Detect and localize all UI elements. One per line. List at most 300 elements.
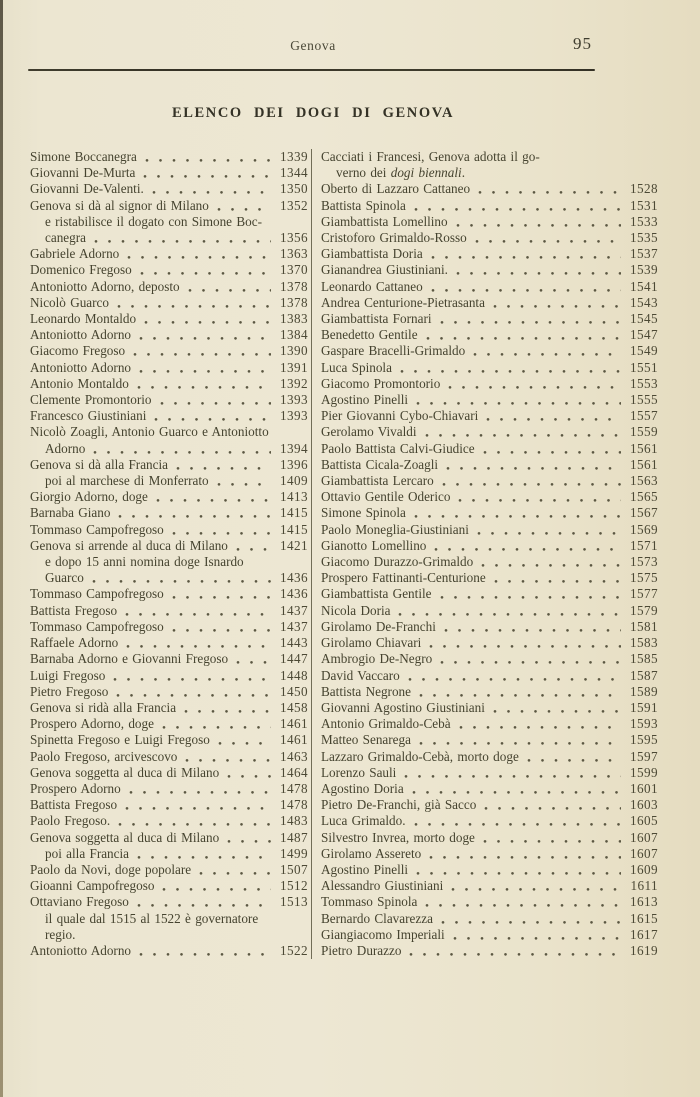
doge-entry [30,813,308,829]
dot-leader [136,846,271,862]
doge-entry [30,554,308,570]
dot-leader [93,230,271,246]
doge-entry [30,327,308,343]
doge-entry [321,214,658,230]
doge-entry [30,376,308,392]
dot-leader [430,246,621,262]
entry-year: 1597 [630,748,658,764]
entry-year: 1531 [630,197,658,213]
doge-entry [30,878,308,894]
entry-text: Antoniotto Adorno [30,942,132,958]
entry-year: 1595 [630,732,658,748]
entry-year: 1478 [280,797,308,813]
entry-text: Genova soggetta al duca di Milano [30,764,220,780]
entry-year: 1583 [630,635,658,651]
entry-year: 1378 [280,294,308,310]
entry-year: 1561 [630,456,658,472]
entry-year: 1512 [280,878,308,894]
doge-entry [30,214,308,230]
dot-leader [472,343,621,359]
entry-year: 1567 [630,505,658,521]
entry-year: 1339 [280,149,308,164]
entry-year: 1443 [280,635,308,651]
doge-entry [30,635,308,651]
doge-entry [321,408,658,424]
entry-year: 1356 [280,230,308,246]
entry-year: 1569 [630,521,658,537]
dot-leader [126,246,271,262]
doge-entry [30,457,308,473]
entry-text: Antonio Grimaldo-Cebà [321,716,451,732]
dot-leader [171,619,271,635]
dot-leader [143,311,271,327]
entry-text: Agostino Doria [321,780,404,796]
entry-text: Giambattista Fornari [321,311,432,327]
doge-list [30,149,658,959]
doge-entry [321,343,658,359]
entry-year: 1587 [630,667,658,683]
entry-year: 1601 [630,780,658,796]
entry-year: 1539 [630,262,658,278]
entry-year: 1547 [630,327,658,343]
doge-entry [321,846,658,862]
entry-text: Gianotto Lomellino [321,537,427,553]
doge-entry [30,522,308,538]
entry-text: Pietro De-Franchi, già Sacco [321,797,477,813]
doge-entry [30,198,308,214]
entry-text: Pietro Durazzo [321,942,402,958]
entry-year: 1350 [280,181,308,197]
entry-year: 1559 [630,424,658,440]
right-column [311,149,658,959]
entry-year: 1390 [280,343,308,359]
entry-year: 1541 [630,278,658,294]
entry-text: Tommaso Campofregoso [30,586,164,602]
doge-entry [321,424,658,440]
entry-text: Pier Giovanni Cybo-Chiavari [321,408,479,424]
dot-leader [418,684,621,700]
doge-entry [321,943,658,959]
entry-year: 1396 [280,456,308,472]
entry-year: 1613 [630,894,658,910]
dot-leader [142,165,271,181]
doge-entry [321,295,658,311]
entry-year: 1461 [280,716,308,732]
entry-year: 1415 [280,521,308,537]
entry-text: regio. [45,926,76,942]
page-title: ELENCO DEI DOGI DI GENOVA [171,105,455,121]
entry-text: Domenico Fregoso [30,262,132,278]
doge-entry [321,651,658,667]
dot-leader [458,716,621,732]
entry-year: 1599 [630,764,658,780]
dot-leader [455,214,621,230]
entry-year: 1617 [630,926,658,942]
entry-text: Ottaviano Fregoso [30,894,129,910]
doge-entry [321,927,658,943]
doge-entry [30,797,308,813]
dot-leader [493,570,621,586]
doge-entry [321,830,658,846]
dot-leader [439,311,621,327]
dot-leader [455,262,621,278]
dot-leader [128,781,271,797]
doge-entry [30,732,308,748]
dot-leader [116,295,271,311]
entry-year: 1507 [280,861,308,877]
entry-text: Benedetto Gentile [321,327,418,343]
dot-leader [187,279,271,295]
doge-entry [321,489,658,505]
entry-year: 1579 [630,602,658,618]
entry-text: Giambattista Lercaro [321,473,434,489]
doge-entry [30,894,308,910]
dot-leader [480,554,621,570]
entry-year: 1593 [630,716,658,732]
entry-year: 1563 [630,473,658,489]
entry-text: Paolo Battista Calvi-Giudice [321,440,475,456]
entry-text: Antoniotto Adorno [30,327,132,343]
dot-leader [161,878,271,894]
dot-leader [477,181,621,197]
entry-year: 1344 [280,165,308,181]
doge-entry [321,327,658,343]
entry-text: Genova si arrende al duca di Milano [30,537,228,553]
doge-entry [30,781,308,797]
entry-year: 1478 [280,780,308,796]
entry-year: 1611 [630,878,658,894]
entry-text: Spinetta Fregoso e Luigi Fregoso [30,732,210,748]
entry-text: Nicolò Zoagli, Antonio Guarco e Antoniotto [30,424,269,440]
dot-leader [217,732,271,748]
dot-leader [418,732,621,748]
entry-year: 1607 [630,845,658,861]
entry-text: Alessandro Giustiniani [321,878,444,894]
dot-leader [526,749,621,765]
dot-leader [439,651,621,667]
entry-text: Nicolò Guarco [30,294,109,310]
doge-entry [321,603,658,619]
doge-entry [321,619,658,635]
entry-year: 1415 [280,505,308,521]
entry-text: Battista Negrone [321,683,411,699]
entry-year: 1573 [630,554,658,570]
doge-entry [321,360,658,376]
entry-year: 1463 [280,748,308,764]
doge-entry [30,295,308,311]
dot-leader [125,635,271,651]
doge-entry [30,408,308,424]
entry-text: Giambattista Gentile [321,586,432,602]
doge-entry [30,716,308,732]
entry-year: 1545 [630,311,658,327]
dot-leader [138,943,271,959]
entry-text: Tommaso Campofregoso [30,618,164,634]
dot-leader [397,603,621,619]
entry-text: Francesco Giustiniani [30,408,147,424]
entry-text: Battista Cicala-Zoagli [321,456,439,472]
entry-year: 1585 [630,651,658,667]
entry-year: 1575 [630,570,658,586]
entry-text: Battista Fregoso [30,797,118,813]
dot-leader [407,668,621,684]
doge-entry [30,651,308,667]
dot-leader [413,505,621,521]
page-number: 95 [573,34,592,53]
doge-entry [321,392,658,408]
entry-year: 1413 [280,489,308,505]
left-column [30,149,311,959]
entry-year: 1450 [280,683,308,699]
dot-leader [184,749,271,765]
dot-leader [452,927,621,943]
doge-entry [321,862,658,878]
dot-leader [445,457,621,473]
entry-text: Genova soggetta al duca di Milano [30,829,220,845]
entry-text: Luca Spinola [321,359,392,375]
entry-text: Ambrogio De-Negro [321,651,433,667]
doge-entry [321,570,658,586]
entry-text: Cacciati i Francesi, Genova adotta il go- [321,149,540,164]
entry-text: Paolo Fregoso, arcivescovo [30,748,178,764]
entry-text: Raffaele Adorno [30,635,119,651]
entry-text: Antoniotto Adorno, deposto [30,278,180,294]
dot-leader [235,538,271,554]
entry-year: 1384 [280,327,308,343]
entry-year: 1528 [630,181,658,197]
dot-leader [447,376,621,392]
dot-leader [492,700,621,716]
dot-leader [92,441,271,457]
dot-leader [124,797,271,813]
doge-entry [30,570,308,586]
doge-entry [30,586,308,602]
entry-year: 1487 [280,829,308,845]
dot-leader [151,181,271,197]
entry-year: 1391 [280,359,308,375]
doge-entry [30,749,308,765]
entry-year: 1370 [280,262,308,278]
dot-leader [439,586,622,602]
doge-entry [321,635,658,651]
doge-entry [321,473,658,489]
doge-entry [30,700,308,716]
doge-entry [30,830,308,846]
entry-year: 1464 [280,764,308,780]
entry-text: Leonardo Montaldo [30,311,137,327]
entry-text: Antoniotto Adorno [30,359,132,375]
entry-year: 1543 [630,294,658,310]
doge-entry [321,198,658,214]
entry-text: Giambattista Doria [321,246,423,262]
doge-entry [30,862,308,878]
doge-entry [30,684,308,700]
doge-entry [30,943,308,959]
dot-leader [132,343,271,359]
entry-year: 1394 [280,440,308,456]
doge-entry [30,165,308,181]
entry-year: 1393 [280,408,308,424]
doge-entry [30,262,308,278]
entry-text: Pietro Fregoso [30,683,109,699]
doge-entry [321,716,658,732]
entry-year: 1603 [630,797,658,813]
entry-text: Giacomo Fregoso [30,343,126,359]
entry-year: 1458 [280,699,308,715]
doge-entry [321,457,658,473]
entry-text: Paolo da Novi, doge popolare [30,861,192,877]
dot-leader [226,830,271,846]
dot-leader [428,635,621,651]
entry-year: 1589 [630,683,658,699]
dot-leader [482,441,621,457]
entry-text: Prospero Adorno [30,780,121,796]
entry-year: 1605 [630,813,658,829]
doge-entry [30,181,308,197]
dot-leader [443,619,621,635]
entry-year: 1363 [280,246,308,262]
doge-entry [321,797,658,813]
entry-year: 1557 [630,408,658,424]
entry-text: Tommaso Spinola [321,894,418,910]
entry-text: David Vaccaro [321,667,400,683]
entry-text: Prospero Adorno, doge [30,716,154,732]
doge-entry [30,343,308,359]
entry-text: Tommaso Campofregoso [30,521,164,537]
entry-year: 1571 [630,537,658,553]
entry-text: Giambattista Lomellino [321,213,448,229]
entry-text: Giacomo Durazzo-Grimaldo [321,554,474,570]
entry-text: Bernardo Clavarezza [321,910,433,926]
doge-entry [30,279,308,295]
doge-entry [321,522,658,538]
dot-leader [226,765,271,781]
doge-entry [30,619,308,635]
doge-entry [30,911,308,927]
dot-leader [474,230,621,246]
entry-text: Matteo Senarega [321,732,411,748]
entry-text: Simone Spinola [321,505,406,521]
entry-text: poi alla Francia [45,845,130,861]
dot-leader [216,198,271,214]
entry-year: 1581 [630,618,658,634]
dot-leader [161,716,271,732]
dot-leader [413,813,622,829]
entry-text: Gioanni Campofregoso [30,878,155,894]
running-title: Genova [290,38,336,53]
entry-text: Adorno [45,440,86,456]
entry-year: 1461 [280,732,308,748]
entry-year: 1537 [630,246,658,262]
entry-text: Agostino Pinelli [321,861,409,877]
dot-leader [117,813,271,829]
dot-leader [483,797,621,813]
doge-entry [30,441,308,457]
doge-entry [321,538,658,554]
entry-year: 1436 [280,570,308,586]
entry-text: Giovanni Agostino Giustiniani [321,699,485,715]
doge-entry [321,311,658,327]
dot-leader [411,781,621,797]
doge-entry [30,846,308,862]
dot-leader [115,684,271,700]
entry-year: 1561 [630,440,658,456]
entry-year: 1378 [280,278,308,294]
dot-leader [155,489,271,505]
dot-leader [235,651,271,667]
entry-text: Barnaba Adorno e Giovanni Fregoso [30,651,229,667]
entry-text: Paolo Moneglia-Giustiniani [321,521,469,537]
dot-leader [91,570,271,586]
entry-text: e ristabilisce il dogato con Simone Boc- [45,213,262,229]
dot-leader [430,279,621,295]
doge-entry [30,311,308,327]
doge-entry [321,246,658,262]
entry-text: Gaspare Bracelli-Grimaldo [321,343,466,359]
doge-entry [30,668,308,684]
doge-entry [30,538,308,554]
entry-text: Luca Grimaldo. [321,813,406,829]
doge-entry [321,262,658,278]
dot-leader [144,149,271,165]
entry-year: 1615 [630,910,658,926]
dot-leader [112,668,271,684]
dot-leader [415,862,621,878]
entry-text: Nicola Doria [321,602,391,618]
doge-entry [30,360,308,376]
doge-entry [321,781,658,797]
dot-leader [450,878,621,894]
doge-entry [30,149,308,165]
entry-text: Antonio Montaldo [30,375,129,391]
entry-text: poi al marchese di Monferrato [45,473,209,489]
dot-leader [139,262,271,278]
doge-entry [30,230,308,246]
entry-year: 1437 [280,618,308,634]
entry-year: 1609 [630,861,658,877]
dot-leader [428,846,621,862]
entry-text: Battista Spinola [321,197,406,213]
dot-leader [198,862,271,878]
entry-year: 1522 [280,942,308,958]
entry-year: 1437 [280,602,308,618]
entry-text: Girolamo De-Franchi [321,618,436,634]
dot-leader [159,392,271,408]
entry-year: 1409 [280,473,308,489]
entry-year: 1607 [630,829,658,845]
entry-text: Genova si ridà alla Francia [30,699,177,715]
entry-text: Lorenzo Sauli [321,764,397,780]
entry-year: 1392 [280,375,308,391]
entry-text: Clemente Promontorio [30,392,152,408]
doge-entry [30,489,308,505]
entry-text: Giangiacomo Imperiali [321,926,445,942]
dot-leader [415,392,621,408]
entry-text: Guarco [45,570,84,586]
entry-text: Gianandrea Giustiniani. [321,262,448,278]
dot-leader [476,522,621,538]
doge-entry [321,165,658,181]
dot-leader [457,489,621,505]
dot-leader [171,586,271,602]
entry-text: Gerolamo Vivaldi [321,424,417,440]
doge-entry [321,554,658,570]
entry-text: Giovanni De-Valenti. [30,181,144,197]
entry-year: 1448 [280,667,308,683]
entry-year: 1619 [630,942,658,958]
entry-year: 1352 [280,197,308,213]
entry-text: Prospero Fattinanti-Centurione [321,570,486,586]
